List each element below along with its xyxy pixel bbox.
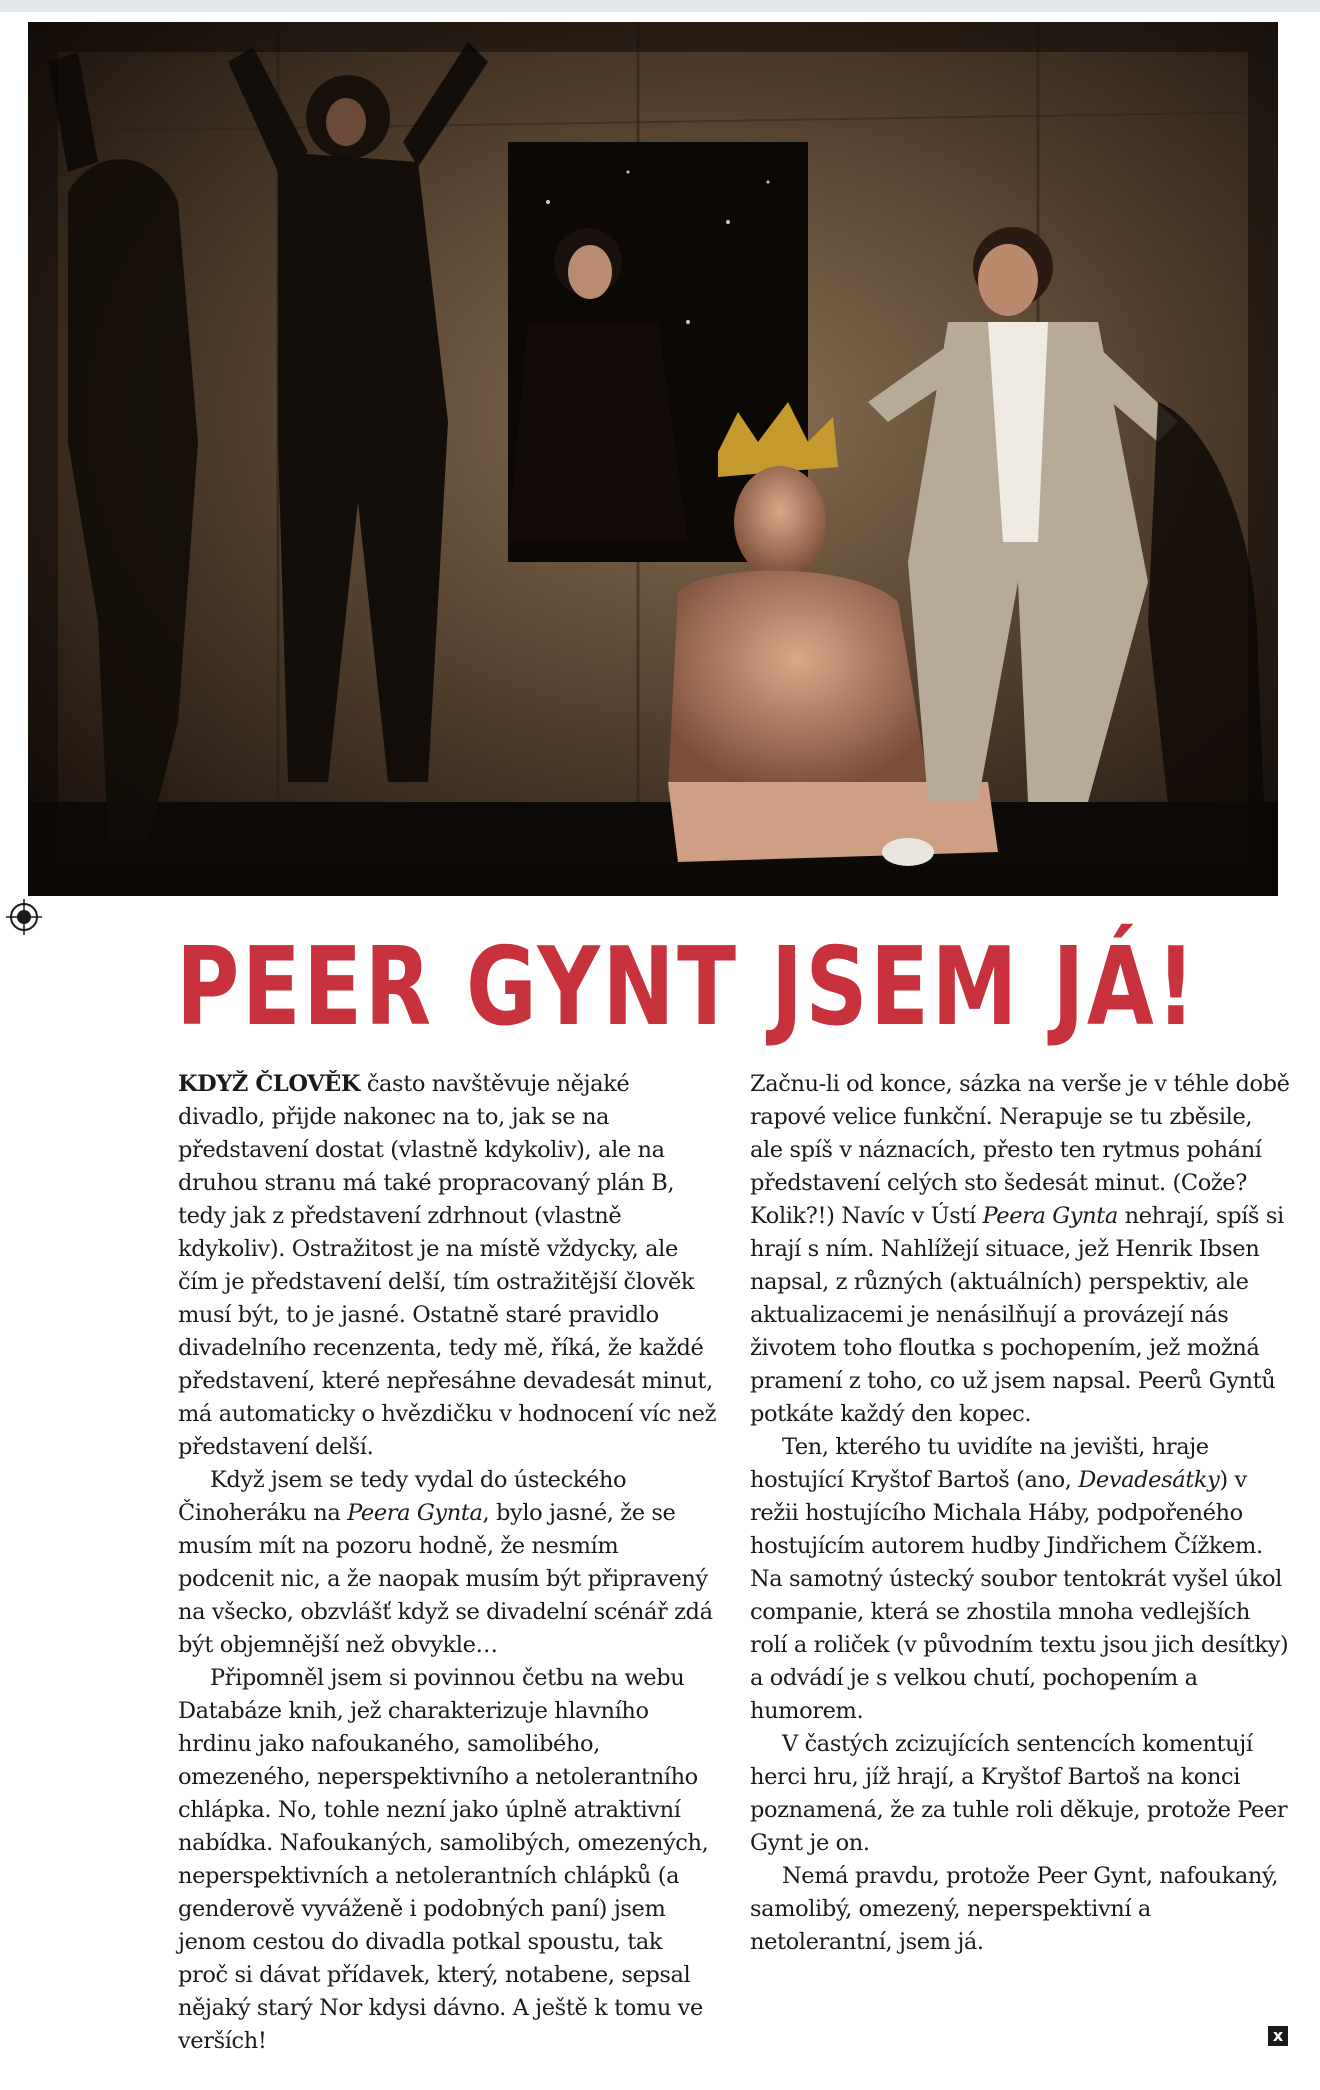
article-text-run: , bylo jasné, že se musím mít na pozoru hodně, že nesmím podcenit nic, a že naopak musím být připravený na všecko, obzvlášť když se divadelní scénář zdá být objemnější než obvykle… bbox=[178, 1500, 713, 1658]
article-text-run: Začnu-li od konce, sázka na verše je v téhle době rapové velice funkční. Nerapuje se tu zběsile, ale spíš v náznacích, přesto ten rytmus pohání představení celých sto šedesát minut. (Cože? Kolik?!) Navíc v Ústí bbox=[750, 1071, 1290, 1229]
article-text-run: často navštěvuje nějaké divadlo, přijde nakonec na to, jak se na představení dostat (vlastně kdykoliv), ale na druhou stranu má také propracovaný plán B, tedy jak z představení zdrhnout (vlastně kdykoliv). Ostražitost je na místě vždycky, ale čím je představení delší, tím ostražitější člověk musí být, to je jasné. Ostatně staré pravidlo divadelního recenzenta, tedy mě, říká, že každé představení, které nepřesáhne devadesát minut, má automaticky o hvězdičku v hodnocení víc než představení delší. bbox=[178, 1071, 717, 1460]
article-headline: PEER GYNT JSEM JÁ! bbox=[176, 925, 1198, 1050]
article-lead-in: KDYŽ ČLOVĚK bbox=[178, 1071, 361, 1097]
stage-photo bbox=[28, 22, 1278, 896]
article-text-run: V častých zcizujících sentencích komentují herci hru, jíž hrají, a Kryštof Bartoš na konci poznamená, že za tuhle roli děkuje, protože Peer Gynt je on. bbox=[750, 1731, 1288, 1856]
article-text-run: Nemá pravdu, protože Peer Gynt, nafoukaný, samolibý, omezený, neperspektivní a netolerantní, jsem já. bbox=[750, 1863, 1279, 1955]
article-title-italic: Peera Gynta bbox=[982, 1203, 1118, 1229]
article-paragraph bbox=[178, 1464, 718, 1662]
article-text-run: Připomněl jsem si povinnou četbu na webu Databáze knih, jež charakterizuje hlavního hrdinu jako nafoukaného, samolibého, omezeného, neperspektivního a netolerantního chlápka. No, tohle nezní jako úplně atraktivní nabídka. Nafoukaných, samolibých, omezených, neperspektivních a netolerantních chlápků (a genderově vyváženě i podobných paní) jsem jenom cestou do divadla potkal spoustu, tak proč si dávat přídavek, který, notabene, sepsal nějaký starý Nor kdysi dávno. A ještě k tomu ve verších! bbox=[178, 1665, 709, 2054]
article-title-italic: Peera Gynta bbox=[347, 1500, 483, 1526]
article-paragraph bbox=[750, 1431, 1290, 1728]
article-paragraph bbox=[178, 1662, 718, 2058]
top-strip bbox=[0, 0, 1320, 12]
crosshair-registration-icon bbox=[6, 899, 42, 935]
article-text-run: ) v režii hostujícího Michala Háby, podpořeného hostujícím autorem hudby Jindřichem Čížkem. Na samotný ústecký soubor tentokrát vyšel úkol companie, která se zhostila mnoha vedlejších rolí a roliček (v původním textu jsou jich desítky) a odvádí je s velkou chutí, pochopením a humorem. bbox=[750, 1467, 1289, 1724]
stage-photo-illustration bbox=[28, 22, 1278, 896]
end-square-icon: x bbox=[1268, 2026, 1288, 2046]
article-column-right bbox=[750, 1068, 1290, 1959]
article-paragraph bbox=[750, 1728, 1290, 1860]
article-paragraph bbox=[178, 1068, 718, 1464]
article-paragraph bbox=[750, 1068, 1290, 1431]
article-text-run: Když jsem se tedy vydal do ústeckého Činoheráku na bbox=[178, 1467, 627, 1526]
article-title-italic: Devadesátky bbox=[1078, 1467, 1220, 1493]
article-column-left bbox=[178, 1068, 718, 2058]
article-text-run: nehrají, spíš si hrají s ním. Nahlížejí situace, jež Henrik Ibsen napsal, z různých (aktuálních) perspektiv, ale aktualizacemi je nenásilňují a provázejí nás životem toho floutka s pochopením, jež možná pramení z toho, co už jsem napsal. Peerů Gyntů potkáte každý den kopec. bbox=[750, 1203, 1284, 1427]
article-text-run: Ten, kterého tu uvidíte na jevišti, hraje hostující Kryštof Bartoš (ano, bbox=[750, 1434, 1209, 1493]
article-paragraph bbox=[750, 1860, 1290, 1959]
